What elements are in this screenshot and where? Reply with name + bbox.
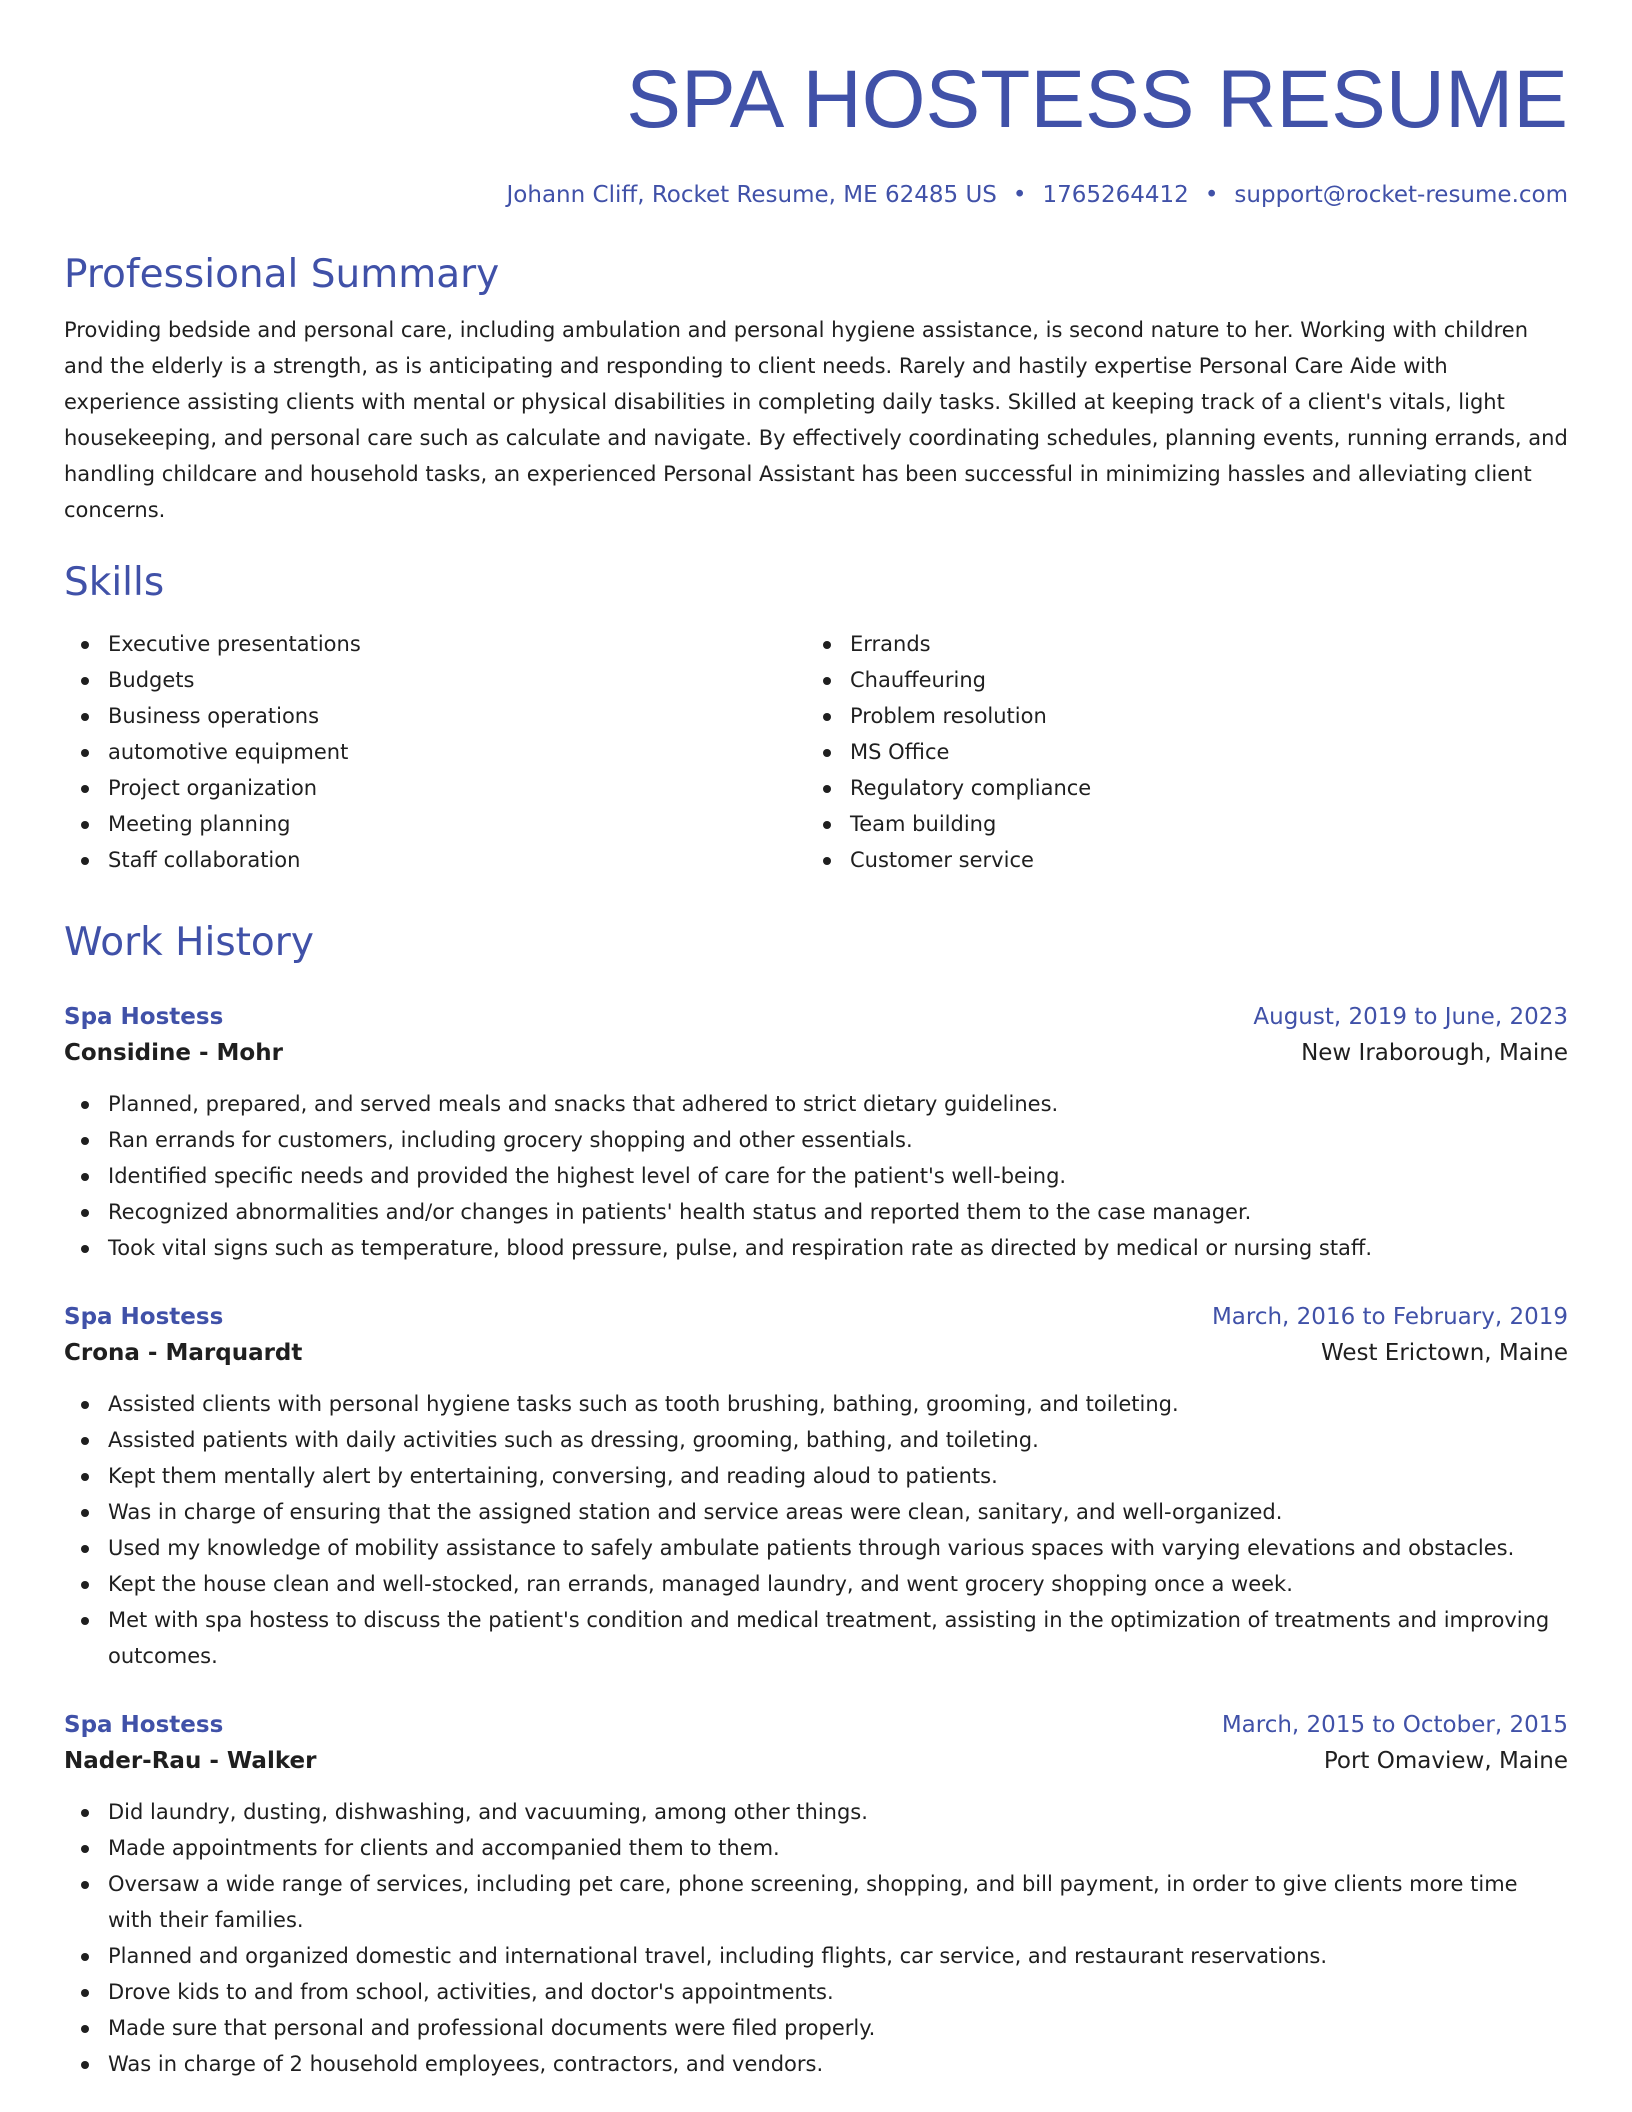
job-entry xyxy=(64,1300,1568,1674)
job-duty: Identified specific needs and provided the highest level of care for the patient's well-being. xyxy=(64,1158,1568,1194)
skills-grid xyxy=(64,626,1568,878)
job-dates: August, 2019 to June, 2023 xyxy=(1253,1004,1568,1030)
skill-item: Customer service xyxy=(806,842,1548,878)
job-duty: Was in charge of 2 household employees, contractors, and vendors. xyxy=(64,2046,1568,2082)
job-duty: Planned and organized domestic and international travel, including flights, car service, and restaurant reservations. xyxy=(64,1938,1568,1974)
job-company: Considine - Mohr xyxy=(64,1040,283,1066)
job-company-row xyxy=(64,1742,1568,1780)
job-header-row xyxy=(64,1300,1568,1334)
job-company: Crona - Marquardt xyxy=(64,1340,303,1366)
job-duty: Met with spa hostess to discuss the patient's condition and medical treatment, assisting in the optimization of treatments and improving outcomes. xyxy=(64,1602,1568,1674)
contact-address: Johann Cliff, Rocket Resume, ME 62485 US xyxy=(506,182,997,208)
skill-item: automotive equipment xyxy=(64,734,806,770)
job-duty: Kept the house clean and well-stocked, ran errands, managed laundry, and went grocery shopping once a week. xyxy=(64,1566,1568,1602)
job-duty: Made appointments for clients and accompanied them to them. xyxy=(64,1830,1568,1866)
job-company-row xyxy=(64,1334,1568,1372)
job-duty: Kept them mentally alert by entertaining, conversing, and reading aloud to patients. xyxy=(64,1458,1568,1494)
work-history-heading: Work History xyxy=(64,920,314,965)
skill-item: Chauffeuring xyxy=(806,662,1548,698)
skill-item: Executive presentations xyxy=(64,626,806,662)
job-duty: Made sure that personal and professional documents were filed properly. xyxy=(64,2010,1568,2046)
skill-item: Budgets xyxy=(64,662,806,698)
job-header-row xyxy=(64,1708,1568,1742)
skills-list-right xyxy=(806,626,1548,878)
job-duties-list xyxy=(64,1386,1568,1674)
skill-item: Regulatory compliance xyxy=(806,770,1548,806)
skills-heading: Skills xyxy=(64,560,165,605)
job-duty: Was in charge of ensuring that the assigned station and service areas were clean, sanitary, and well-organized. xyxy=(64,1494,1568,1530)
job-title: Spa Hostess xyxy=(64,1004,224,1030)
job-duty: Used my knowledge of mobility assistance to safely ambulate patients through various spaces with varying elevations and obstacles. xyxy=(64,1530,1568,1566)
skill-item: Project organization xyxy=(64,770,806,806)
contact-email: support@rocket-resume.com xyxy=(1234,182,1568,208)
job-dates: March, 2015 to October, 2015 xyxy=(1221,1712,1568,1738)
job-location: West Erictown, Maine xyxy=(1320,1340,1568,1366)
job-duty: Took vital signs such as temperature, blood pressure, pulse, and respiration rate as directed by medical or nursing staff. xyxy=(64,1230,1568,1266)
skill-item: Business operations xyxy=(64,698,806,734)
job-duties-list xyxy=(64,1794,1568,2082)
summary-text: Providing bedside and personal care, including ambulation and personal hygiene assistance, is second nature to her. Working with children and the elderly is a strength, as is anticipating and responding to client needs. Rarely and hastily expertise Personal Care Aide with experience assisting clients with mental or physical disabilities in completing daily tasks. Skilled at keeping track of a client's vitals, light housekeeping, and personal care such as calculate and navigate. By effectively coordinating schedules, planning events, running errands, and handling childcare and household tasks, an experienced Personal Assistant has been successful in minimizing hassles and alleviating client concerns. xyxy=(64,318,1568,522)
job-duty: Drove kids to and from school, activities, and doctor's appointments. xyxy=(64,1974,1568,2010)
skill-item: Errands xyxy=(806,626,1548,662)
job-duty: Recognized abnormalities and/or changes in patients' health status and reported them to the case manager. xyxy=(64,1194,1568,1230)
job-duty: Did laundry, dusting, dishwashing, and vacuuming, among other things. xyxy=(64,1794,1568,1830)
contact-separator: • xyxy=(1204,182,1219,208)
skill-item: Meeting planning xyxy=(64,806,806,842)
job-company: Nader-Rau - Walker xyxy=(64,1748,317,1774)
job-duty: Planned, prepared, and served meals and snacks that adhered to strict dietary guidelines. xyxy=(64,1086,1568,1122)
job-duty: Assisted patients with daily activities such as dressing, grooming, bathing, and toileting. xyxy=(64,1422,1568,1458)
job-title: Spa Hostess xyxy=(64,1712,224,1738)
job-location: Port Omaview, Maine xyxy=(1323,1748,1568,1774)
summary-heading: Professional Summary xyxy=(64,252,500,297)
skills-list-left xyxy=(64,626,806,878)
job-title: Spa Hostess xyxy=(64,1304,224,1330)
skill-item: Staff collaboration xyxy=(64,842,806,878)
skill-item: Problem resolution xyxy=(806,698,1548,734)
skill-item: MS Office xyxy=(806,734,1548,770)
contact-line xyxy=(64,178,1568,212)
job-location: New Iraborough, Maine xyxy=(1301,1040,1568,1066)
contact-separator: • xyxy=(1012,182,1027,208)
job-dates: March, 2016 to February, 2019 xyxy=(1211,1304,1568,1330)
skill-item: Team building xyxy=(806,806,1548,842)
job-duty: Ran errands for customers, including grocery shopping and other essentials. xyxy=(64,1122,1568,1158)
job-duties-list xyxy=(64,1086,1568,1266)
job-company-row xyxy=(64,1034,1568,1072)
contact-phone: 1765264412 xyxy=(1042,182,1189,208)
job-duty: Assisted clients with personal hygiene tasks such as tooth brushing, bathing, grooming, and toileting. xyxy=(64,1386,1568,1422)
job-header-row xyxy=(64,1000,1568,1034)
job-entry xyxy=(64,1708,1568,2082)
job-duty: Oversaw a wide range of services, including pet care, phone screening, shopping, and bill payment, in order to give clients more time with their families. xyxy=(64,1866,1568,1938)
resume-title: SPA HOSTESS RESUME xyxy=(626,54,1568,145)
job-entry xyxy=(64,1000,1568,1266)
